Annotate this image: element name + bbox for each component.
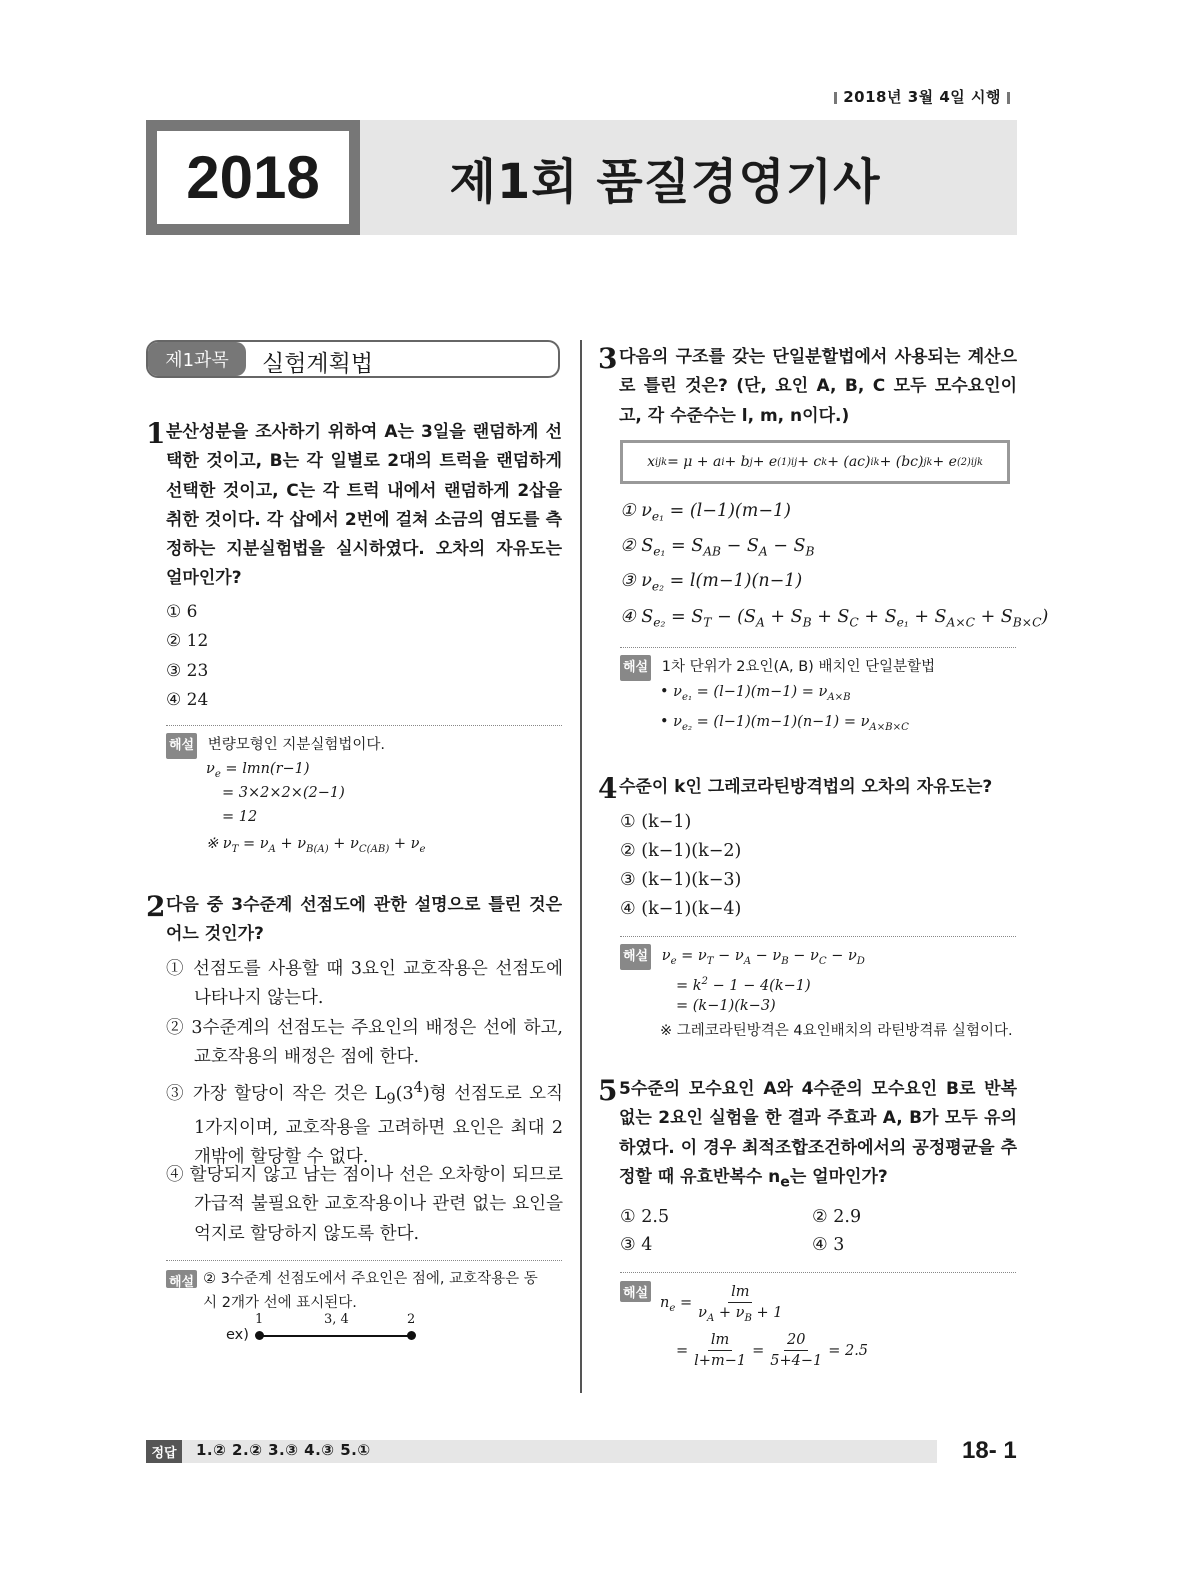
option: ④ 3 <box>812 1235 845 1255</box>
option: ① 선점도를 사용할 때 3요인 교호작용은 선점도에 나타나지 않는다. <box>166 959 563 1009</box>
question-number: 4 <box>598 772 618 805</box>
explanation-badge: 해설 <box>620 1281 651 1302</box>
explanation-badge: 해설 <box>620 944 651 970</box>
option: ① $\nu_{e_1} = (l-1)(m-1)$ <box>620 501 791 524</box>
exam-date <box>828 86 1016 107</box>
denominator: 5+4−1 <box>770 1353 823 1369</box>
separator <box>166 1260 562 1261</box>
explanation <box>166 733 385 759</box>
option: ② 2.9 <box>812 1207 862 1227</box>
point-label: 1 <box>255 1312 264 1327</box>
question-text: 다음의 구조를 갖는 단일분할법에서 사용되는 계산으로 틀린 것은? (단, 요인 A, B, C 모두 모수요인이고, 각 수준수는 l, m, n이다.) <box>619 347 1017 426</box>
formula: • $\nu_{e_1} = (l-1)(m-1) = \nu_{A\times B}$ <box>660 684 851 703</box>
explanation <box>166 1267 564 1315</box>
numerator: lm <box>708 1330 732 1351</box>
numerator: 20 <box>784 1330 808 1351</box>
option: ③ $\nu_{e_2} = l(m-1)(n-1)$ <box>620 571 803 594</box>
subject-name: 실험계획법 <box>262 351 374 377</box>
option: ② $S_{e_1} = S_{AB} - S_A - S_B$ <box>620 536 815 559</box>
question-number: 2 <box>146 890 166 923</box>
question-text: 5수준의 모수요인 A와 4수준의 모수요인 B로 반복 없는 2요인 실험을 한 결과 주효과 A, B가 모두 유의하였다. 이 경우 최적조합조건하에서의 공정평균을 추정할 때 유효반복수 $n_e$는 얼마인가? <box>619 1079 1017 1191</box>
option: ③ 23 <box>166 661 209 681</box>
option: ④ 할당되지 않고 남는 점이나 선은 오차항이 되므로 가급적 불필요한 교호작용이나 관련 없는 요인을 억지로 할당하지 않도록 한다. <box>166 1165 563 1244</box>
formula: $\nu_e = \nu_T - \nu_A - \nu_B - \nu_C - \nu_D$ <box>661 948 865 967</box>
option: ③ 4 <box>620 1235 653 1255</box>
model-formula-box: x ijk = μ + a i + b j + e (1)ij + c k + (ac) ik + (bc) jk + e (2)ijk <box>620 440 1010 484</box>
equals: = <box>676 1342 689 1359</box>
explanation-text: ② 3수준계 선점도에서 주요인은 점에, 교호작용은 동시 2개가 선에 표시된다. <box>203 1271 538 1311</box>
result: = 2.5 <box>828 1342 869 1359</box>
explanation-note: ※ 그레코라틴방격은 4요인배치의 라틴방격류 실험이다. <box>660 1023 1013 1039</box>
equals: = <box>752 1342 765 1359</box>
explanation-badge-wrap <box>620 1281 651 1302</box>
question-number: 1 <box>146 417 166 450</box>
option: ④ $S_{e_2} = S_T - (S_A + S_B + S_C + S_{e_1} + S_{A\times C} + S_{B\times C})$ <box>620 607 1049 630</box>
explanation-text: 1차 단위가 2요인(A, B) 배치인 단일분할법 <box>661 659 936 675</box>
linear-graph-point <box>255 1331 264 1340</box>
question-text: 수준이 k인 그레코라틴방격법의 오차의 자유도는? <box>619 777 993 797</box>
option: ④ (k−1)(k−4) <box>620 899 742 919</box>
denominator: $\nu_A + \nu_B + 1$ <box>698 1305 783 1324</box>
option: ② 12 <box>166 631 209 651</box>
question-number: 3 <box>598 342 618 375</box>
numerator: lm <box>728 1282 752 1303</box>
explanation <box>620 655 935 681</box>
option: ② (k−1)(k−2) <box>620 841 742 861</box>
formula: = (k−1)(k−3) <box>676 998 776 1014</box>
formula: = 3×2×2×(2−1) <box>222 785 345 801</box>
separator <box>620 1272 1016 1273</box>
fraction <box>695 1282 785 1329</box>
answer-label: 정답 <box>146 1440 182 1463</box>
fraction <box>767 1330 825 1371</box>
page-title: 제1회 품질경영기사 <box>449 154 881 210</box>
point-label: 2 <box>407 1312 416 1327</box>
option: ④ 24 <box>166 690 209 710</box>
option: ① 2.5 <box>620 1207 670 1227</box>
formula: • $\nu_{e_2} = (l-1)(m-1)(n-1) = \nu_{A\times B\times C}$ <box>660 714 909 733</box>
option: ① 6 <box>166 602 198 622</box>
formula-lhs: $n_e$ = <box>660 1294 693 1314</box>
formula: = 12 <box>222 809 258 825</box>
formula <box>660 1282 788 1329</box>
year-label: 2018 <box>157 131 349 224</box>
option: ③ (k−1)(k−3) <box>620 870 742 890</box>
explanation-text: 변량모형인 지분실험법이다. <box>207 737 386 753</box>
separator <box>620 936 1016 937</box>
separator <box>620 647 1016 648</box>
page-number: 18- 1 <box>962 1437 1017 1464</box>
option: ① (k−1) <box>620 812 692 832</box>
column-divider <box>580 340 582 1393</box>
formula: ※ $\nu_T = \nu_A + \nu_{B(A)} + \nu_{C(AB)} + \nu_e$ <box>206 836 426 855</box>
explanation-badge: 해설 <box>166 1270 197 1288</box>
linear-graph-line <box>260 1335 412 1337</box>
formula: $\nu_e = lmn(r-1)$ <box>206 761 310 780</box>
question-text: 분산성분을 조사하기 위하여 A는 3일을 랜덤하게 선택한 것이고, B는 각 일별로 2대의 트럭을 랜덤하게 선택한 것이고, C는 각 트럭 내에서 랜덤하게 2삽을 취한 것이다. 각 삽에서 2번에 걸쳐 소금의 염도를 측정하는 지분실험법을 실시하였다. 오차의 자유도는 얼마인가? <box>166 422 562 589</box>
explanation-badge: 해설 <box>166 733 197 759</box>
formula <box>676 1330 868 1371</box>
line-label: 3, 4 <box>324 1312 349 1327</box>
question-number: 5 <box>598 1074 618 1107</box>
option: ③ 가장 할당이 작은 것은 $L_9(3^4)$형 선점도로 오직 1가지이며, 교호작용을 고려하면 요인은 최대 2개밖에 할당할 수 없다. <box>166 1079 563 1167</box>
question-text: 다음 중 3수준계 선점도에 관한 설명으로 틀린 것은 어느 것인가? <box>166 895 562 945</box>
example-label: ex) <box>226 1327 249 1343</box>
option: ② 3수준계의 선점도는 주요인의 배정은 선에 하고, 교호작용의 배정은 점에 한다. <box>166 1018 563 1068</box>
separator <box>166 725 562 726</box>
explanation-badge: 해설 <box>620 655 651 681</box>
answer-key: 1.② 2.② 3.③ 4.③ 5.① <box>196 1441 371 1459</box>
fraction <box>691 1330 749 1371</box>
denominator: l+m−1 <box>694 1353 747 1369</box>
exam-date-text: 2018년 3월 4일 시행 <box>843 88 1001 106</box>
subject-header <box>146 340 560 378</box>
linear-graph-point <box>407 1331 416 1340</box>
subject-label: 제1과목 <box>148 342 246 376</box>
formula: = $k^2 - 1 - 4(k-1)$ <box>676 976 811 994</box>
